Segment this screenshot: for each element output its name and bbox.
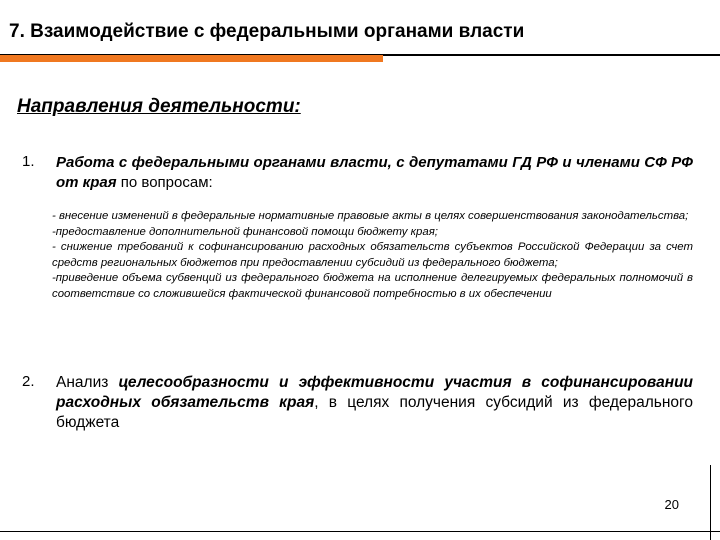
subitem-4: -приведение объема субвенций из федерального бюджета на исполнение делегируемых федеральных полномочий в соответствие со сложившейся фактической финансовой потребностью в их обеспечении	[52, 272, 693, 300]
title-accent-bar	[0, 55, 383, 62]
item-2-number: 2.	[22, 373, 35, 390]
section-heading: Направления деятельности:	[17, 96, 301, 117]
item-2-lead: Анализ	[56, 374, 119, 391]
subitem-2: -предоставление дополнительной финансовой помощи бюджету края;	[52, 225, 438, 238]
item-2-text	[56, 373, 693, 433]
slide-title: 7. Взаимодействие с федеральными органами власти	[9, 21, 525, 42]
frame-bottom-line	[0, 531, 720, 532]
page-number: 20	[664, 497, 679, 512]
item-1-emphasis: Работа с федеральными органами власти, с депутатами ГД РФ и членами СФ РФ от края	[56, 154, 693, 191]
subitem-1: - внесение изменений в федеральные нормативные правовые акты в целях совершенствования законодательства;	[52, 210, 689, 222]
item-2-tail: , в целях получения субсидий из федерального бюджета	[56, 394, 693, 431]
item-1-number: 1.	[22, 153, 35, 170]
subitem-3: - снижение требований к софинансированию расходных обязательств субъектов Российской Федерации за счет средств региональных бюджетов при предоставлении субсидий из федерального бюджета;	[52, 241, 693, 269]
subitem-list	[52, 209, 693, 303]
item-1-text	[56, 153, 693, 193]
frame-right-line	[710, 465, 711, 540]
item-1-tail: по вопросам:	[116, 174, 213, 191]
item-2-emphasis: целесообразности и эффективности участия в софинансировании расходных обязательств края	[56, 374, 694, 411]
